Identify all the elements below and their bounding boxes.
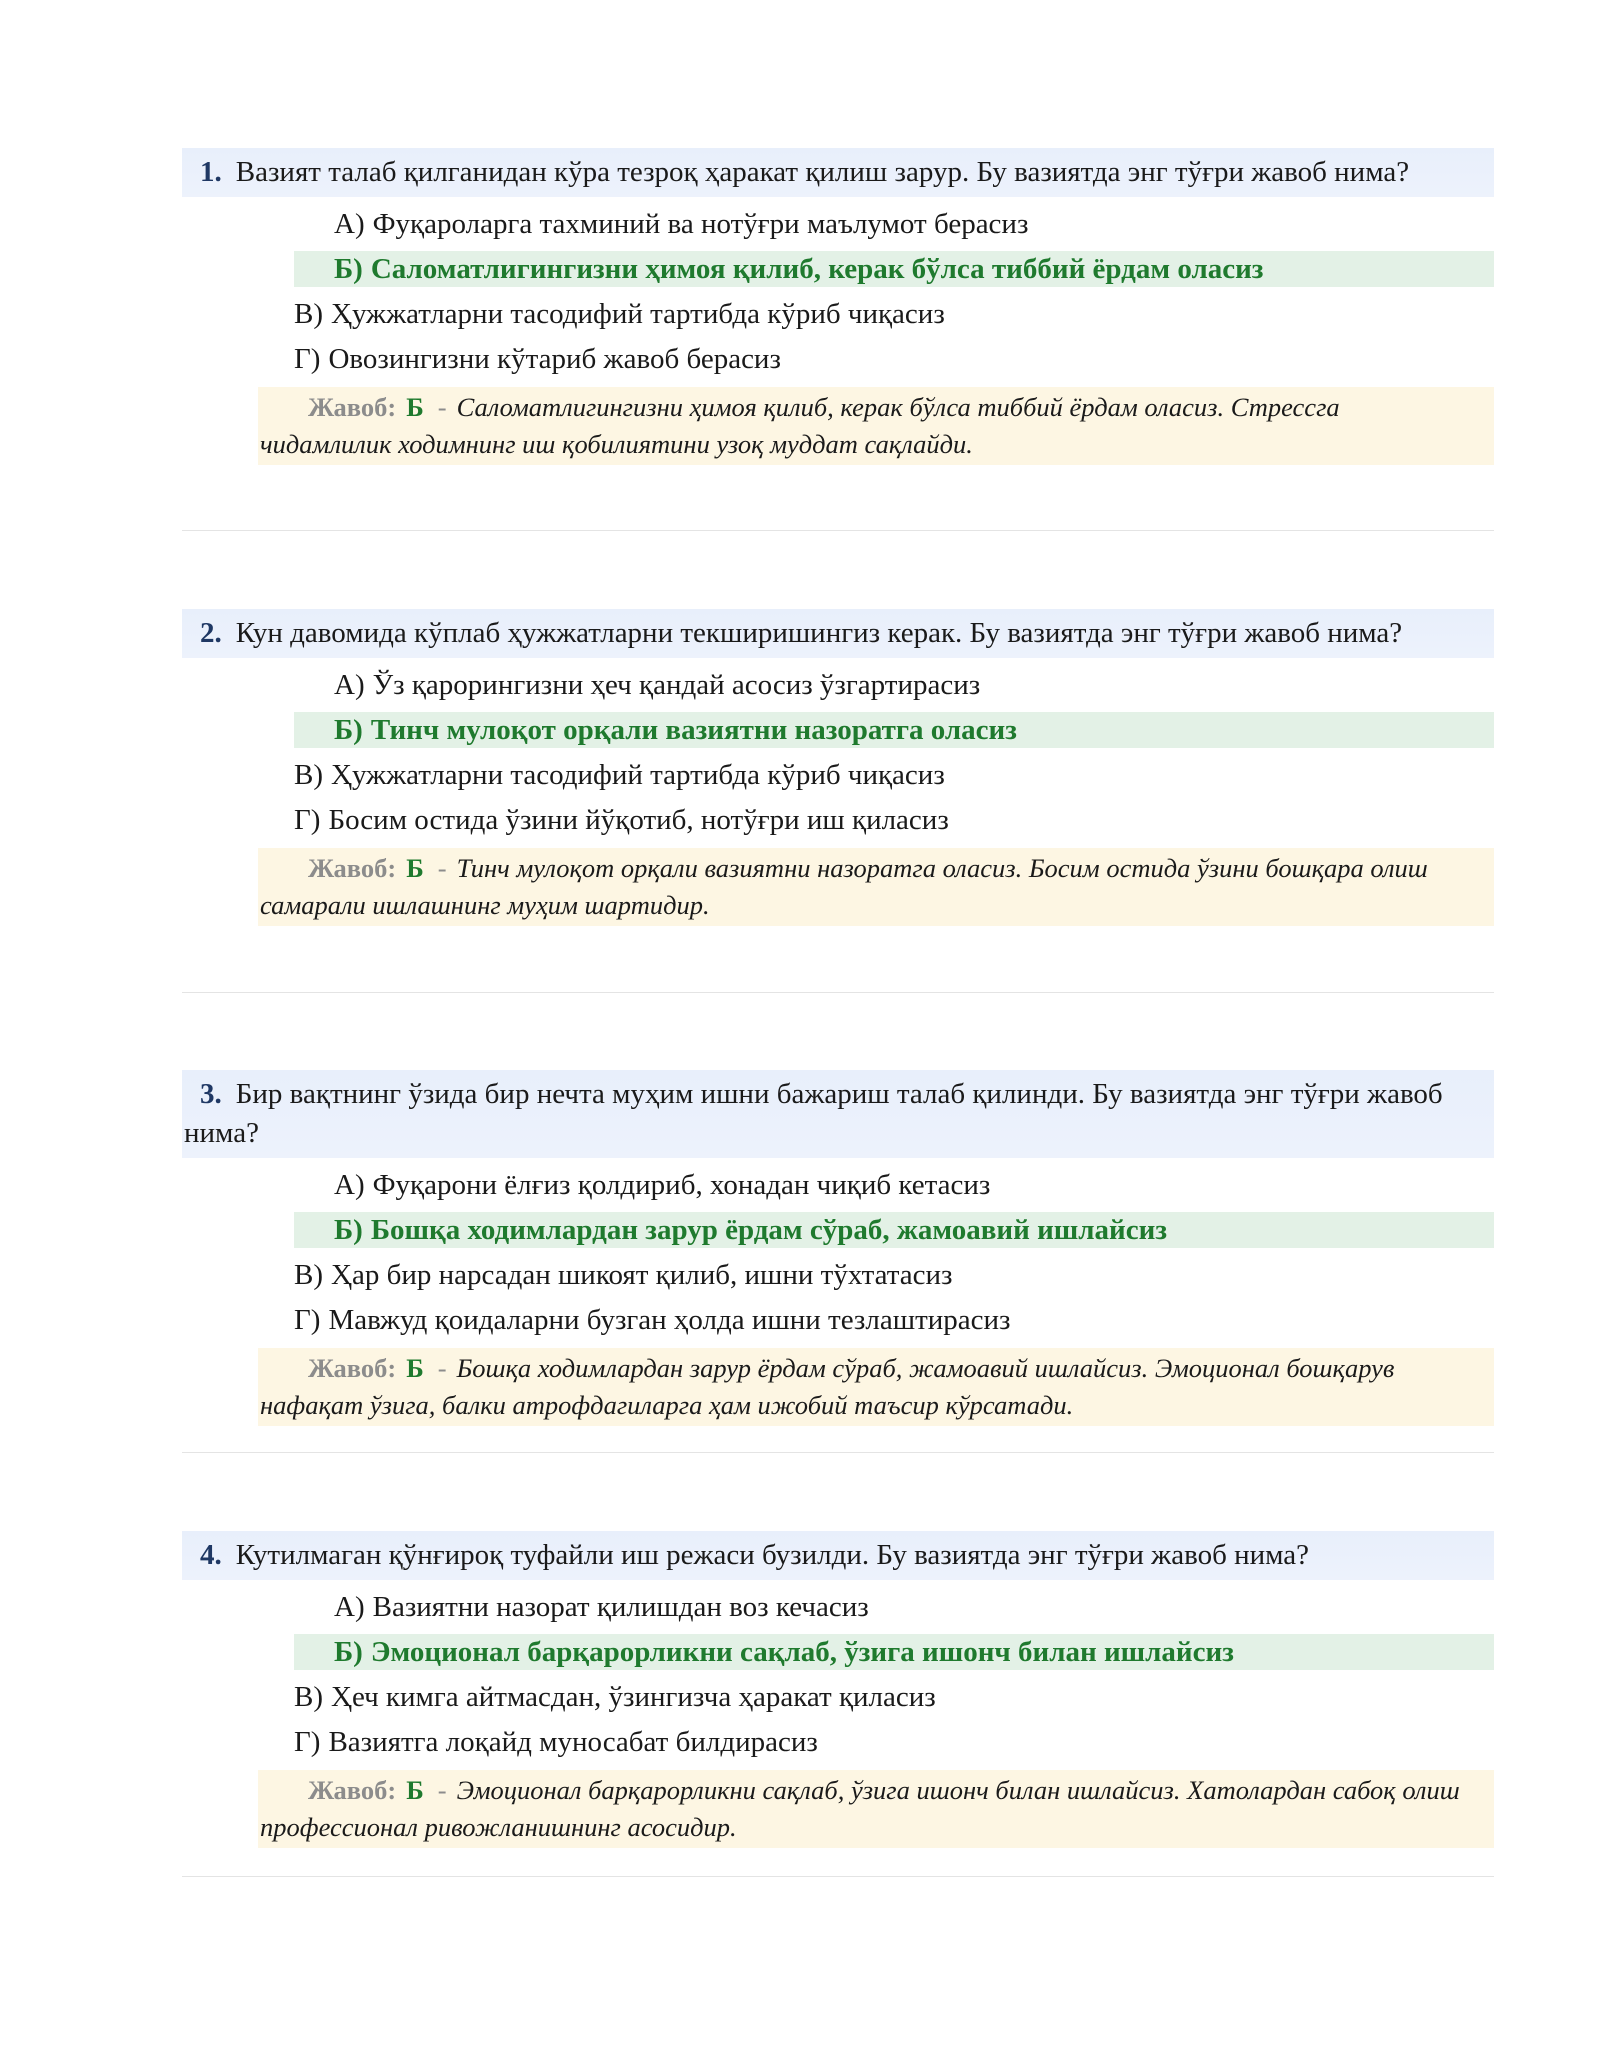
answer-label: Жавоб: (308, 1775, 397, 1805)
answer-dash: - (437, 853, 447, 883)
question-text: Бир вақтнинг ўзида бир нечта муҳим ишни бажариш талаб қилинди. Бу вазиятда энг тўғри жавоб нима? (184, 1078, 1443, 1149)
answer-key: Б (406, 1353, 424, 1383)
question-text: Вазият талаб қилганидан кўра тезроқ ҳаракат қилиш зарур. Бу вазиятда энг тўғри жавоб нима? (235, 156, 1410, 188)
answer-box (258, 387, 1494, 465)
option-g: Г) Босим остида ўзини йўқотиб, нотўғри иш қиласиз (294, 804, 949, 836)
option-b-correct: Б) Эмоционал барқарорликни сақлаб, ўзига ишонч билан ишлайсиз (294, 1634, 1494, 1670)
question-number: 3. (200, 1078, 222, 1110)
answer-label: Жавоб: (308, 1353, 397, 1383)
question-header (182, 1531, 1494, 1580)
question-block (182, 609, 1494, 926)
question-header (182, 1070, 1494, 1158)
option-g: Г) Мавжуд қоидаларни бузган ҳолда ишни тезлаштирасиз (294, 1304, 1011, 1336)
question-block (182, 1070, 1494, 1426)
option-g: Г) Вазиятга лоқайд муносабат билдирасиз (294, 1726, 818, 1758)
option-b-correct: Б) Саломатлигингизни ҳимоя қилиб, керак бўлса тиббий ёрдам оласиз (294, 251, 1494, 287)
option-v: В) Ҳар бир нарсадан шикоят қилиб, ишни тўхтатасиз (294, 1259, 953, 1291)
question-header (182, 609, 1494, 658)
question-block (182, 1531, 1494, 1848)
answer-explanation: Эмоционал барқарорликни сақлаб, ўзига ишонч билан ишлайсиз. Хатолардан сабоқ олиш профессионал ривожланишнинг асосидир. (260, 1775, 1460, 1842)
question-header (182, 148, 1494, 197)
answer-dash: - (437, 1775, 447, 1805)
section-divider (182, 1452, 1494, 1453)
answer-box (258, 1770, 1494, 1848)
answer-key: Б (406, 1775, 424, 1805)
question-text: Кутилмаган қўнғироқ туфайли иш режаси бузилди. Бу вазиятда энг тўғри жавоб нима? (235, 1539, 1310, 1571)
question-number: 2. (200, 617, 222, 649)
option-a: А) Ўз қарорингизни ҳеч қандай асосиз ўзгартирасиз (334, 669, 981, 701)
option-g: Г) Овозингизни кўтариб жавоб берасиз (294, 343, 781, 375)
answer-explanation: Саломатлигингизни ҳимоя қилиб, керак бўлса тиббий ёрдам оласиз. Стрессга чидамлилик ходимнинг иш қобилиятини узоқ муддат сақлайди. (260, 392, 1340, 459)
option-a: А) Фуқарони ёлғиз қолдириб, хонадан чиқиб кетасиз (334, 1169, 991, 1201)
section-divider (182, 992, 1494, 993)
option-v: В) Ҳужжатларни тасодифий тартибда кўриб чиқасиз (294, 759, 945, 791)
answer-box (258, 848, 1494, 926)
question-number: 4. (200, 1539, 222, 1571)
option-v: В) Ҳужжатларни тасодифий тартибда кўриб чиқасиз (294, 298, 945, 330)
answer-dash: - (437, 1353, 447, 1383)
answer-label: Жавоб: (308, 853, 397, 883)
option-a: А) Вазиятни назорат қилишдан воз кечасиз (334, 1591, 869, 1623)
question-number: 1. (200, 156, 222, 188)
option-b-correct: Б) Бошқа ходимлардан зарур ёрдам сўраб, жамоавий ишлайсиз (294, 1212, 1494, 1248)
answer-key: Б (406, 392, 424, 422)
option-a: А) Фуқароларга тахминий ва нотўғри маълумот берасиз (334, 208, 1029, 240)
answer-label: Жавоб: (308, 392, 397, 422)
answer-box (258, 1348, 1494, 1426)
question-block (182, 148, 1494, 465)
answer-explanation: Тинч мулоқот орқали вазиятни назоратга оласиз. Босим остида ўзини бошқара олиш самарали ишлашнинг муҳим шартидир. (260, 853, 1428, 920)
section-divider (182, 530, 1494, 531)
section-divider (182, 1876, 1494, 1877)
answer-dash: - (437, 392, 447, 422)
option-v: В) Ҳеч кимга айтмасдан, ўзингизча ҳаракат қиласиз (294, 1681, 936, 1713)
answer-key: Б (406, 853, 424, 883)
answer-explanation: Бошқа ходимлардан зарур ёрдам сўраб, жамоавий ишлайсиз. Эмоционал бошқарув нафақат ўзига, балки атрофдагиларга ҳам ижобий таъсир кўрсатади. (260, 1353, 1395, 1420)
option-b-correct: Б) Тинч мулоқот орқали вазиятни назоратга оласиз (294, 712, 1494, 748)
question-text: Кун давомида кўплаб ҳужжатларни текширишингиз керак. Бу вазиятда энг тўғри жавоб нима? (235, 617, 1403, 649)
